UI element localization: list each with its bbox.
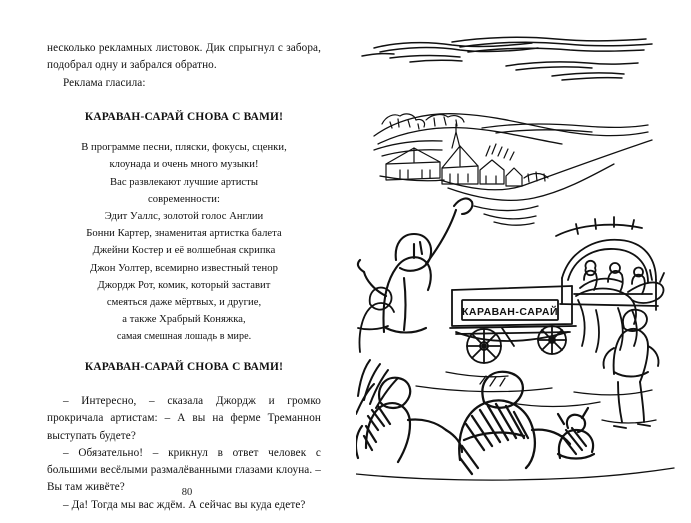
ad-line: смеяться даже мёртвых, и другие, <box>106 297 262 309</box>
spacer <box>47 346 321 359</box>
ad-headline-top: КАРАВАН-САРАЙ СНОВА С ВАМИ! <box>84 110 284 123</box>
advertisement-body <box>47 139 321 345</box>
hills-icon <box>374 114 648 156</box>
ad-line: Джордж Рот, комик, который заставит <box>97 279 271 291</box>
page-number: 80 <box>181 487 193 498</box>
opening-paragraph: несколько рекламных листовок. Дик спрыгнул с забора, подобрал одну и забрался обратно. <box>47 42 321 72</box>
dog-icon <box>558 408 594 459</box>
ad-line: Вас развлекают лучшие артисты <box>109 176 259 188</box>
ad-line: клоунада и очень много музыки! <box>109 159 259 171</box>
dialogue-paragraph: – Интересно, – сказала Джордж и громко прокричала артистам: – А вы на ферме Треманнон выступать будете? <box>47 394 321 442</box>
ad-line: а также Храбрый Коняжка, <box>122 314 246 326</box>
clouds-icon <box>362 37 652 80</box>
ad-line: Бонни Картер, знаменитая артистка балета <box>86 228 282 240</box>
ad-line: В программе песни, пляски, фокусы, сценки, <box>81 142 287 154</box>
spacer <box>47 376 321 393</box>
waving-boy-icon <box>358 199 472 333</box>
ad-line: Эдит Уаллс, золотой голос Англии <box>104 211 264 222</box>
grass-icon <box>356 360 398 414</box>
child-icon <box>358 288 394 352</box>
spacer <box>47 92 321 109</box>
ad-headline-bottom: КАРАВАН-САРАЙ СНОВА С ВАМИ! <box>84 360 284 373</box>
seated-figure-icon <box>459 372 570 474</box>
horse-icon <box>576 270 664 352</box>
dialogue-paragraph: – Обязательно! – крикнул в ответ человек с большими весёлыми размалёванными глазами клоуна. – Вы там живёте? <box>47 446 321 494</box>
text-column <box>47 40 321 514</box>
lead-in-paragraph: Реклама гласила: <box>63 76 146 89</box>
dialogue-paragraph: – Да! Тогда мы вас ждём. А сейчас вы куда едете? <box>63 498 306 511</box>
ad-line: Джон Уолтер, всемирно известный тенор <box>90 262 278 274</box>
illustration <box>356 28 681 498</box>
ad-line: современности: <box>148 193 220 205</box>
ad-line: Джейни Костер и её волшебная скрипка <box>92 245 276 257</box>
foreground-crowd-icon <box>356 378 462 462</box>
caravan-wagon-icon <box>450 286 576 363</box>
ad-line: самая смешная лошадь в мире. <box>116 331 252 343</box>
wagon-sign-text: КАРАВАН-САРАЙ <box>462 306 558 318</box>
spacer <box>47 126 321 139</box>
ground-icon <box>356 372 674 480</box>
road-icon <box>380 140 652 225</box>
standing-girl-icon <box>603 310 658 428</box>
